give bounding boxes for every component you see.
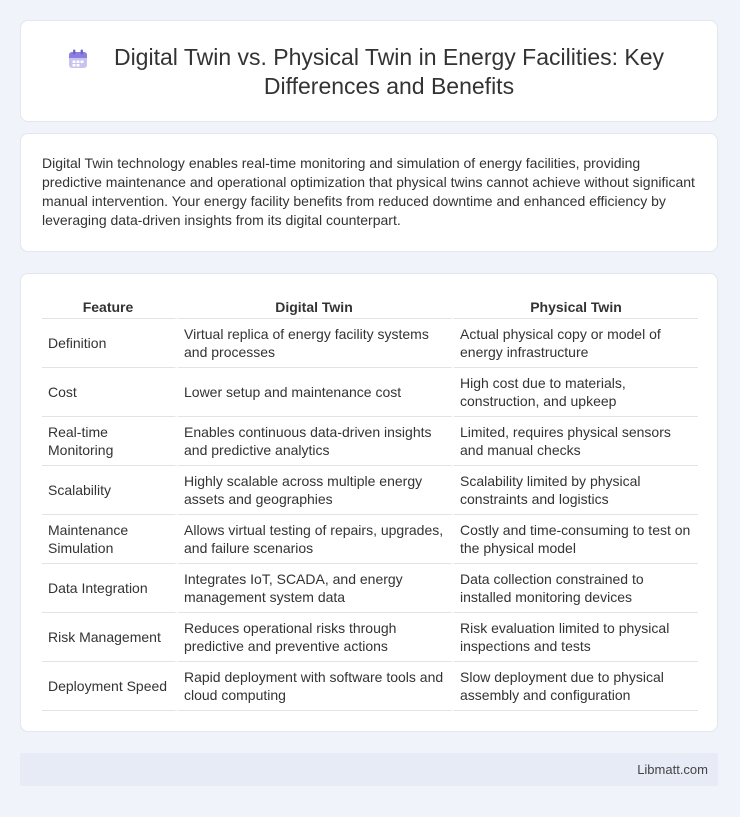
cell-digital-twin: Integrates IoT, SCADA, and energy management system data: [178, 564, 454, 613]
comparison-card: [20, 273, 718, 732]
page-title: Digital Twin vs. Physical Twin in Energy Facilities: Key Differences and Benefits: [113, 44, 665, 99]
table-header-row: [42, 295, 698, 319]
table-row: [42, 515, 698, 564]
cell-feature: Data Integration: [42, 564, 178, 613]
title-card: [20, 20, 718, 122]
cell-physical-twin: Costly and time-consuming to test on the physical model: [454, 515, 698, 564]
cell-feature: Cost: [42, 368, 178, 417]
footer: [20, 753, 718, 786]
cell-feature: Definition: [42, 319, 178, 368]
cell-feature: Maintenance Simulation: [42, 515, 178, 564]
table-row: [42, 466, 698, 515]
cell-digital-twin: Virtual replica of energy facility systems and processes: [178, 319, 454, 368]
table-row: [42, 417, 698, 466]
header-feature: Feature: [42, 295, 178, 319]
cell-physical-twin: Slow deployment due to physical assembly and configuration: [454, 662, 698, 711]
cell-feature: Real-time Monitoring: [42, 417, 178, 466]
table-row: [42, 613, 698, 662]
cell-feature: Deployment Speed: [42, 662, 178, 711]
cell-feature: Scalability: [42, 466, 178, 515]
table-row: [42, 319, 698, 368]
intro-paragraph: Digital Twin technology enables real-time monitoring and simulation of energy facilities, providing predictive maintenance and operational optimization that physical twins cannot achieve without significant manual intervention. Your energy facility benefits from reduced downtime and enhanced efficiency by leveraging data-driven insights from its digital counterpart.: [42, 155, 695, 228]
cell-digital-twin: Allows virtual testing of repairs, upgrades, and failure scenarios: [178, 515, 454, 564]
cell-physical-twin: Scalability limited by physical constraints and logistics: [454, 466, 698, 515]
cell-physical-twin: High cost due to materials, construction, and upkeep: [454, 368, 698, 417]
cell-feature: Risk Management: [42, 613, 178, 662]
cell-physical-twin: Limited, requires physical sensors and manual checks: [454, 417, 698, 466]
cell-digital-twin: Highly scalable across multiple energy assets and geographies: [178, 466, 454, 515]
header-digital-twin: Digital Twin: [178, 295, 454, 319]
cell-digital-twin: Enables continuous data-driven insights and predictive analytics: [178, 417, 454, 466]
cell-digital-twin: Rapid deployment with software tools and cloud computing: [178, 662, 454, 711]
comparison-table: [42, 295, 698, 711]
footer-site-link[interactable]: Libmatt.com: [637, 762, 708, 777]
cell-physical-twin: Data collection constrained to installed monitoring devices: [454, 564, 698, 613]
table-row: [42, 564, 698, 613]
cell-physical-twin: Actual physical copy or model of energy infrastructure: [454, 319, 698, 368]
cell-digital-twin: Lower setup and maintenance cost: [178, 368, 454, 417]
header-physical-twin: Physical Twin: [454, 295, 698, 319]
table-row: [42, 368, 698, 417]
intro-card: [20, 133, 718, 252]
cell-physical-twin: Risk evaluation limited to physical inspections and tests: [454, 613, 698, 662]
cell-digital-twin: Reduces operational risks through predictive and preventive actions: [178, 613, 454, 662]
table-body: [42, 319, 698, 711]
table-row: [42, 662, 698, 711]
